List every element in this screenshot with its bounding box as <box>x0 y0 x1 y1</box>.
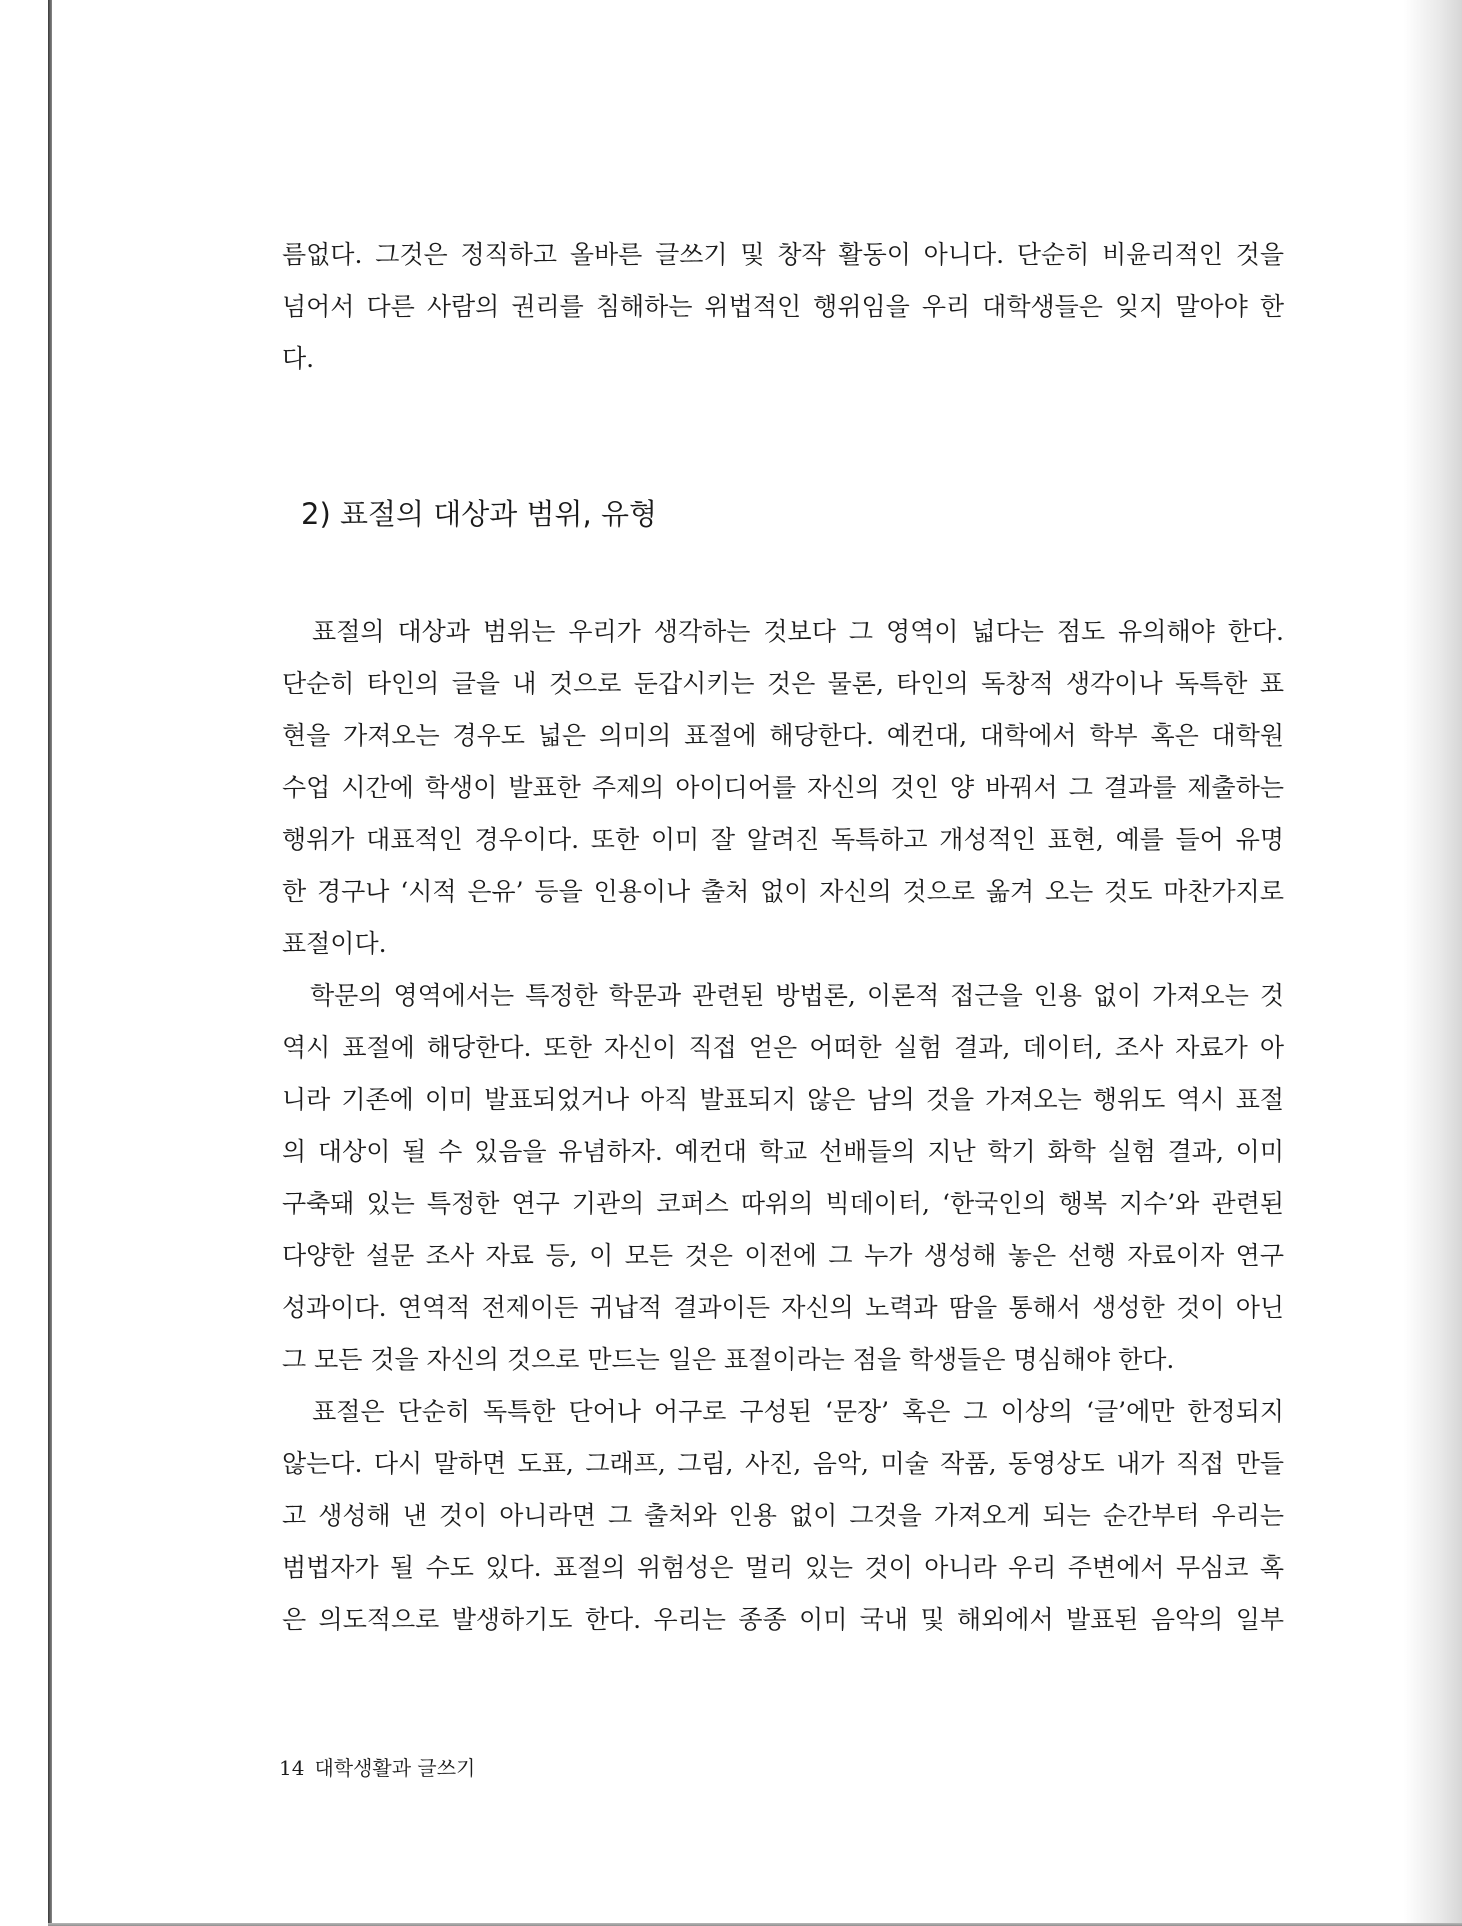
text-line: 니라 기존에 이미 발표되었거나 아직 발표되지 않은 남의 것을 가져오는 행위도 역시 표절 <box>282 1085 1284 1114</box>
text-line: 수업 시간에 학생이 발표한 주제의 아이디어를 자신의 것인 양 바꿔서 그 결과를 제출하는 <box>282 773 1284 802</box>
text-line: 구축돼 있는 특정한 연구 기관의 코퍼스 따위의 빅데이터, ‘한국인의 행복 지수’와 관련된 <box>282 1189 1284 1218</box>
text-line: 다양한 설문 조사 자료 등, 이 모든 것은 이전에 그 누가 생성해 놓은 선행 자료이자 연구 <box>282 1241 1284 1270</box>
intro-paragraph <box>282 229 1284 385</box>
text-line: 그 모든 것을 자신의 것으로 만드는 일은 표절이라는 점을 학생들은 명심해야 한다. <box>282 1345 1175 1374</box>
text-line: 고 생성해 낸 것이 아니라면 그 출처와 인용 없이 그것을 가져오게 되는 순간부터 우리는 <box>282 1501 1284 1530</box>
book-page <box>52 0 1447 1923</box>
text-line: 표절이다. <box>282 929 387 958</box>
text-line: 역시 표절에 해당한다. 또한 자신이 직접 얻은 어떠한 실험 결과, 데이터, 조사 자료가 아 <box>282 1033 1284 1062</box>
page-footer <box>279 1753 475 1783</box>
text-line: 의 대상이 될 수 있음을 유념하자. 예컨대 학교 선배들의 지난 학기 화학 실험 결과, 이미 <box>282 1137 1284 1166</box>
text-line: 표절의 대상과 범위는 우리가 생각하는 것보다 그 영역이 넓다는 점도 유의해야 한다. <box>282 617 1284 646</box>
text-line: 다. <box>282 344 315 373</box>
text-line: 한 경구나 ‘시적 은유’ 등을 인용이나 출처 없이 자신의 것으로 옮겨 오는 것도 마찬가지로 <box>282 877 1284 906</box>
page-number: 14 <box>279 1756 305 1780</box>
text-line: 현을 가져오는 경우도 넓은 의미의 표절에 해당한다. 예컨대, 대학에서 학부 혹은 대학원 <box>282 721 1284 750</box>
text-line: 성과이다. 연역적 전제이든 귀납적 결과이든 자신의 노력과 땀을 통해서 생성한 것이 아닌 <box>282 1293 1284 1322</box>
section-heading: 2) 표절의 대상과 범위, 유형 <box>301 497 657 531</box>
text-line: 학문의 영역에서는 특정한 학문과 관련된 방법론, 이론적 접근을 인용 없이 가져오는 것 <box>282 981 1284 1010</box>
text-line: 름없다. 그것은 정직하고 올바른 글쓰기 및 창작 활동이 아니다. 단순히 비윤리적인 것을 <box>282 240 1284 269</box>
book-title: 대학생활과 글쓰기 <box>314 1756 476 1780</box>
text-line: 단순히 타인의 글을 내 것으로 둔갑시키는 것은 물론, 타인의 독창적 생각이나 독특한 표 <box>282 669 1284 698</box>
body-text <box>282 606 1284 1646</box>
text-line: 범법자가 될 수도 있다. 표절의 위험성은 멀리 있는 것이 아니라 우리 주변에서 무심코 혹 <box>282 1553 1284 1582</box>
text-line: 않는다. 다시 말하면 도표, 그래프, 그림, 사진, 음악, 미술 작품, 동영상도 내가 직접 만들 <box>282 1449 1284 1478</box>
text-line: 행위가 대표적인 경우이다. 또한 이미 잘 알려진 독특하고 개성적인 표현, 예를 들어 유명 <box>282 825 1284 854</box>
text-line: 표절은 단순히 독특한 단어나 어구로 구성된 ‘문장’ 혹은 그 이상의 ‘글’에만 한정되지 <box>282 1397 1284 1426</box>
text-line: 넘어서 다른 사람의 권리를 침해하는 위법적인 행위임을 우리 대학생들은 잊지 말아야 한 <box>282 292 1284 321</box>
text-line: 은 의도적으로 발생하기도 한다. 우리는 종종 이미 국내 및 해외에서 발표된 음악의 일부 <box>282 1605 1284 1634</box>
